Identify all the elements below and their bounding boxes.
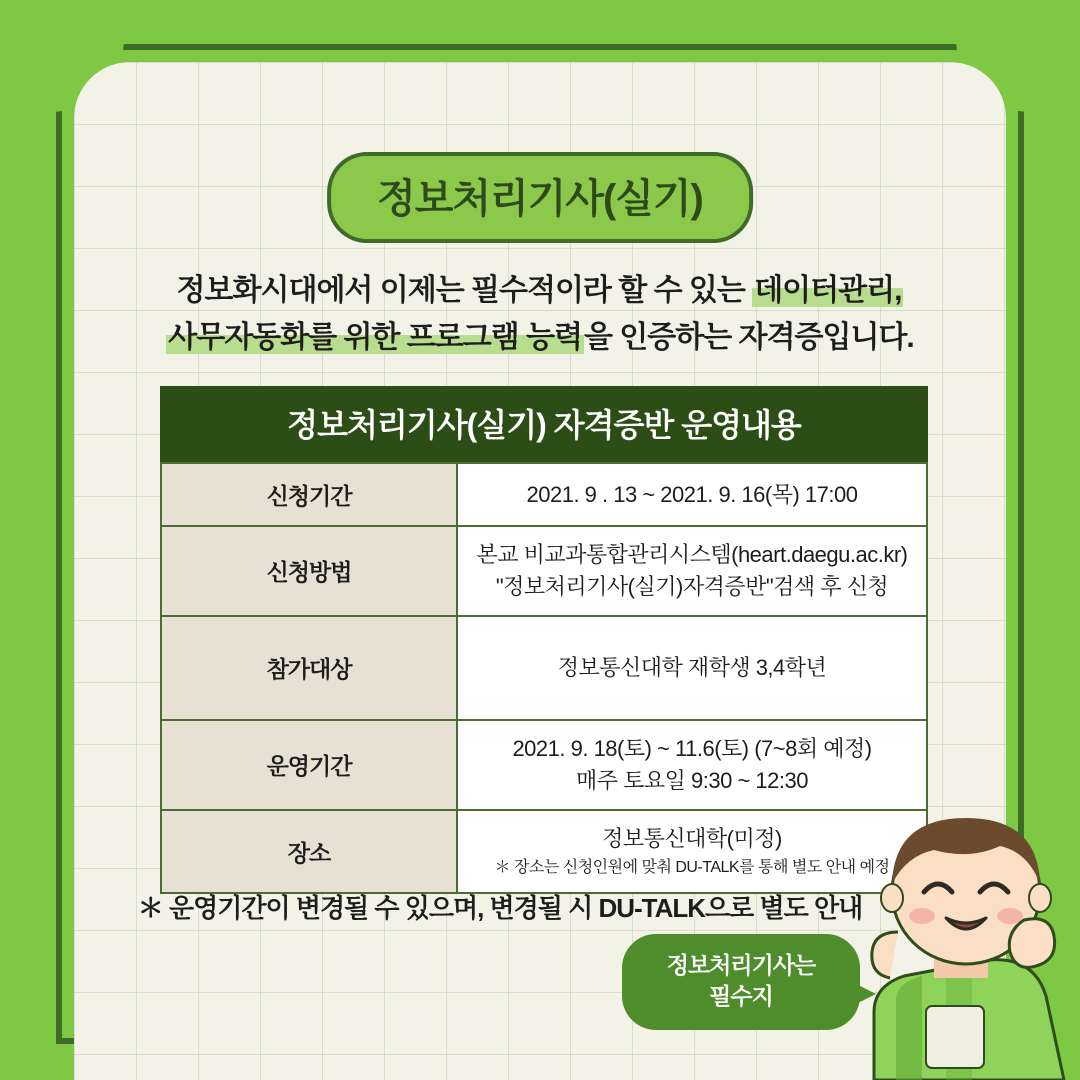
row-value-operation-period [457, 720, 927, 810]
row-label-application-period: 신청기간 [161, 463, 457, 526]
lead-line-2-plain: 을 인증하는 자격증입니다. [583, 320, 914, 354]
value-line-1: 2021. 9 . 13 ~ 2021. 9. 16(목) 17:00 [526, 481, 858, 507]
lead-line-1-plain: 정보화시대에서 이제는 필수적이라 할 수 있는 [176, 274, 753, 307]
row-label-target-participants: 참가대상 [161, 616, 457, 720]
lead-paragraph [0, 268, 1080, 361]
speech-bubble-line-2: 필수지 [709, 983, 773, 1010]
table-row [161, 463, 927, 526]
speech-bubble-line-1: 정보처리기사는 [666, 952, 816, 978]
row-label-operation-period: 운영기간 [161, 720, 457, 810]
row-value-application-period [457, 463, 927, 526]
speech-bubble [622, 934, 860, 1030]
value-line-2: 매주 토요일 9:30 ~ 12:30 [576, 767, 808, 793]
value-line-1: 본교 비교과통합관리시스템(heart.daegu.ac.kr) [476, 542, 908, 567]
table-row [161, 526, 927, 616]
page-title: 정보처리기사(실기) [327, 152, 753, 243]
value-line-1: 정보통신대학 재학생 3,4학년 [557, 654, 827, 680]
student-character-illustration [838, 800, 1080, 1080]
row-value-application-method [457, 526, 927, 616]
lead-line-1-highlight: 데이터관리, [754, 274, 902, 307]
value-note: ＊ 장소는 신청인원에 맞춰 DU-TALK를 통해 별도 안내 예정 [494, 859, 890, 877]
program-info-table [160, 386, 928, 894]
table-row [161, 720, 927, 810]
value-line-1: 정보통신대학(미정) [602, 825, 782, 851]
lead-line-2-highlight: 사무자동화를 위한 프로그램 능력 [168, 320, 582, 354]
row-label-application-method: 신청방법 [161, 526, 457, 616]
table-row [161, 810, 927, 893]
table-caption: 정보처리기사(실기) 자격증반 운영내용 [160, 386, 928, 462]
table-row [161, 616, 927, 720]
footnote-text: ＊ 운영기간이 변경될 수 있으며, 변경될 시 DU-TALK으로 별도 안내 [137, 893, 863, 923]
value-line-1: 2021. 9. 18(토) ~ 11.6(토) (7~8회 예정) [512, 735, 872, 761]
row-value-target-participants [457, 616, 927, 720]
row-label-location: 장소 [161, 810, 457, 893]
lead-line-1 [0, 268, 1080, 315]
value-line-2: "정보처리기사(실기)자격증반"검색 후 신청 [495, 573, 889, 599]
lead-line-2 [0, 315, 1080, 362]
program-info-table-wrapper [160, 386, 928, 894]
